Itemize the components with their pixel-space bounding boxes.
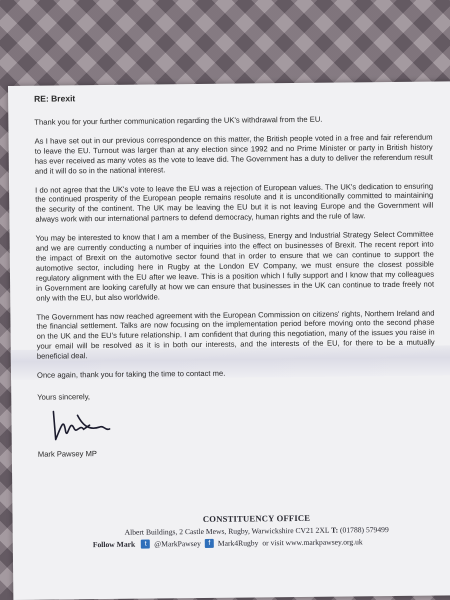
paragraph-5: The Government has now reached agreement with the European Commission on citizens' rights, Northern Ireland and the financial settlement. Talks are now focusing on the implementation period before moving onto the second phase on the UK and the EU's future relationship. I am confident that during this negotiation, many of the issues you raise in your email will be resolved as it is in both our interests, and the interests of the EU, for there to be a mutually beneficial deal.: [36, 308, 435, 361]
twitter-icon: t: [141, 540, 150, 549]
tel-label: T:: [331, 525, 339, 535]
paragraph-3: I do not agree that the UK's vote to leave the EU was a rejection of European values. The UK's dedication to ensuring the continued prosperity of the European people remains resolute and it is unconditionally committed to maintaining the security of the continent. The UK may be leaving the EU but it is not leaving Europe and the Government will always work with our international partners to defend democracy, human rights and the rule of law.: [35, 181, 434, 224]
facebook-handle[interactable]: Mark4Rugby: [217, 538, 259, 548]
letter-footer: [86, 512, 426, 550]
letter-closing: Yours sincerely,: [37, 392, 91, 402]
signatory-name: Mark Pawsey MP: [37, 449, 97, 459]
paragraph-1: Thank you for your further communication regarding the UK's withdrawal from the EU.: [34, 114, 323, 127]
address-text: Albert Buildings, 2 Castle Mews, Rugby, Warwickshire CV21 2XL: [124, 525, 330, 537]
tel-number: (01788) 579499: [339, 525, 389, 535]
letter-body: [34, 90, 436, 459]
paragraph-2: As I have set out in our previous correspondence on this matter, the British people voted in a free and fair referendum to leave the EU. Turnout was larger than at any election since 1992 and no Prime Minister or party in British history has ever received as many votes as the vote to leave did. The Government has a duty to deliver the referendum result and it will do so in the national interest.: [34, 132, 433, 176]
paragraph-6: Once again, thank you for taking the time to contact me.: [36, 368, 226, 380]
office-address: [87, 525, 427, 538]
website-text[interactable]: or visit www.markpawsey.org.uk: [262, 537, 363, 548]
twitter-handle[interactable]: @MarkPawsey: [154, 539, 201, 549]
facebook-icon: f: [205, 539, 214, 548]
paragraph-4: You may be interested to know that I am a member of the Business, Energy and Industrial Strategy Select Committee and we are currently conducting a number of inquiries into the effect on businesses of Brexit. The recent report into the impact of Brexit on the automotive sector found that in order to ensure that we can continue to support the automotive sector, including here in Rugby at the London EV Company, we must ensure the closest possible regulatory alignment with the EU after we leave. This is a position which I fully support and I know that my colleagues in Government are looking carefully at how we can ensure that businesses in the UK can continue to trade freely not only with the EU, but also worldwide.: [35, 229, 435, 303]
social-links: [87, 537, 427, 550]
letter-subject: RE: Brexit: [34, 93, 76, 104]
office-heading: CONSTITUENCY OFFICE: [202, 512, 311, 524]
signature-image: [43, 405, 113, 446]
follow-label: Follow Mark: [92, 539, 136, 550]
letter-paper: [8, 81, 450, 600]
